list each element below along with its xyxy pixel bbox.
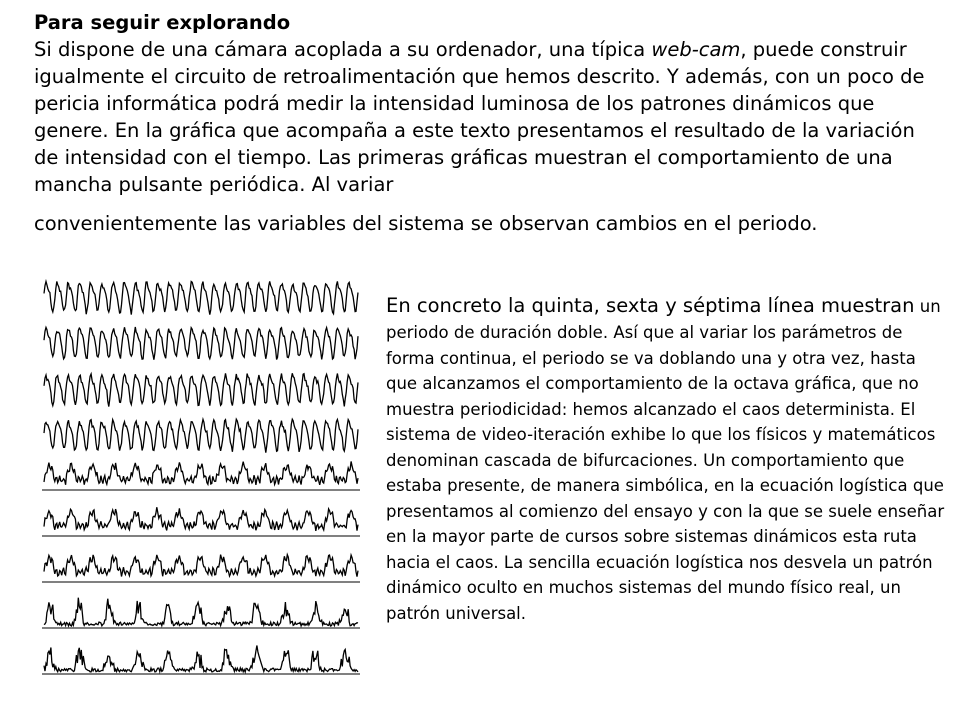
intensity-trace [44, 646, 358, 673]
trace-row [42, 461, 360, 490]
trace-row [44, 419, 358, 452]
intro-paragraph [34, 36, 934, 198]
intensity-trace [44, 598, 358, 626]
intensity-trace [44, 327, 358, 360]
intensity-trace [44, 507, 358, 531]
side-paragraph [386, 292, 946, 626]
intensity-trace [44, 373, 358, 406]
intensity-trace [44, 461, 358, 485]
intro-last-line: convenientemente las variables del sistema se observan cambios en el periodo. [34, 212, 818, 235]
trace-row [44, 327, 358, 360]
side-text [386, 292, 946, 626]
intensity-traces-figure [38, 270, 368, 718]
intensity-trace [44, 281, 358, 314]
intensity-trace [44, 419, 358, 452]
intro-text [34, 10, 934, 237]
side-lead: En concreto la quinta, sexta y séptima línea muestran [386, 294, 915, 317]
trace-row [42, 507, 360, 536]
intro-emphasis: web-cam [651, 38, 741, 61]
intro-text-body: , puede construir igualmente el circuito de retroalimentación que hemos descrito. Y además, con un poco de pericia informática podrá medir la intensidad luminosa de los patrones dinámicos que genere. En la gráfica que acompaña a este texto presentamos el resultado de la variación de intensidad con el tiempo. Las primeras gráficas muestran el comportamiento de una mancha pulsante periódica. Al variar [34, 38, 925, 196]
trace-row [42, 555, 360, 582]
trace-row [42, 598, 360, 628]
side-body: un periodo de duración doble. Así que al variar los parámetros de forma continua, el periodo se va doblando una y otra vez, hasta que alcanzamos el comportamiento de la octava gráfica, que no muestra periodicidad: hemos alcanzado el caos determinista. El sistema de video-iteración exhibe lo que los físicos y matemáticos denominan cascada de bifurcaciones. Un comportamiento que estaba presente, de manera simbólica, en la ecuación logística que presentamos al comienzo del ensayo y con la que se suele enseñar en la mayor parte de cursos sobre sistemas dinámicos esta ruta hacia el caos. La sencilla ecuación logística nos desvela un patrón dinámico oculto en muchos sistemas del mundo físico real, un patrón universal. [386, 297, 945, 623]
trace-row [42, 646, 360, 675]
intro-text-start: Si dispone de una cámara acoplada a su ordenador, una típica [34, 38, 652, 61]
trace-row [44, 373, 358, 406]
intensity-trace [44, 555, 358, 577]
section-title: Para seguir explorando [34, 11, 291, 34]
trace-row [44, 281, 358, 314]
